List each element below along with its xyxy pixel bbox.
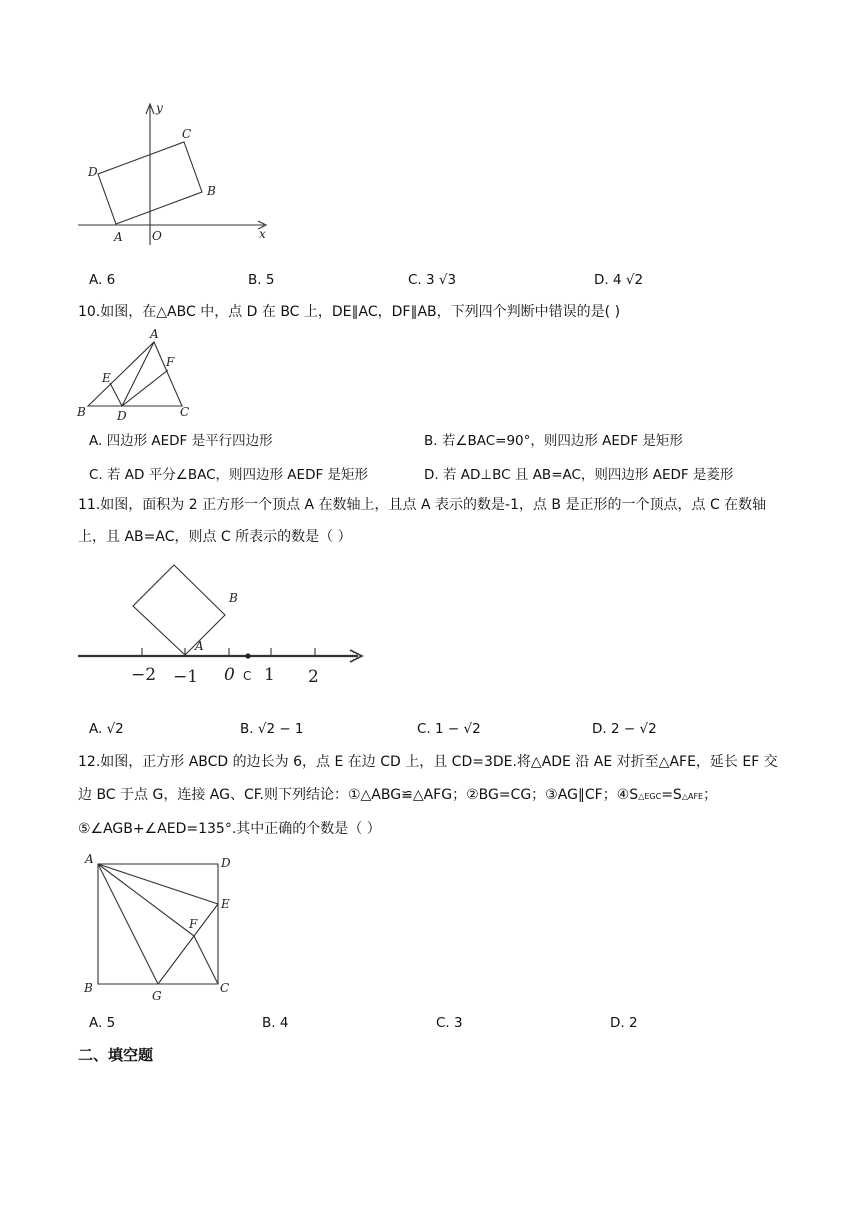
q9-label-B: B — [207, 184, 216, 198]
q12-stem-line2-text: 边 BC 于点 G，连接 AG、CF.则下列结论：①△ABG≌△AFG；②BG=CG；③AG∥CF；④S — [78, 787, 639, 803]
q11-tick-m1: −1 — [173, 667, 199, 687]
q9-label-O: O — [152, 229, 162, 243]
q10-label-B: B — [77, 405, 86, 419]
q11-tick-m2: −2 — [131, 665, 157, 685]
q12-eq: =S — [661, 787, 682, 803]
q12-label-B: B — [84, 981, 93, 995]
q9-option-b[interactable]: B. 5 — [248, 272, 275, 288]
q11-option-a[interactable]: A. √2 — [89, 721, 124, 737]
q10-label-C: C — [180, 405, 190, 419]
q12-stem-line1: 12.如图，正方形 ABCD 的边长为 6，点 E 在边 CD 上，且 CD=3DE.将△ADE 沿 AE 对折至△AFE，延长 EF 交 — [78, 754, 778, 770]
q12-stem-line3: ⑤∠AGB+∠AED=135°.其中正确的个数是（ ） — [78, 821, 381, 837]
q10-label-F: F — [166, 355, 175, 369]
q10-label-A: A — [150, 327, 159, 341]
q12-sub-afe: △AFE — [681, 792, 704, 801]
q12-option-d[interactable]: D. 2 — [610, 1015, 638, 1031]
q11-tick-0: 0 — [224, 665, 235, 685]
q12-stem-line2 — [78, 779, 788, 813]
q11-label-B: B — [229, 591, 238, 605]
q12-semicolon: ； — [703, 787, 718, 803]
q10-option-c[interactable]: C. 若 AD 平分∠BAC，则四边形 AEDF 是矩形 — [89, 467, 369, 483]
q12-option-c[interactable]: C. 3 — [436, 1015, 463, 1031]
q10-option-a[interactable]: A. 四边形 AEDF 是平行四边形 — [89, 433, 273, 449]
q12-label-G: G — [152, 989, 162, 1003]
q12-label-A: A — [85, 852, 94, 866]
q11-label-A: A — [195, 639, 204, 653]
q12-option-b[interactable]: B. 4 — [262, 1015, 289, 1031]
q12-sub-egc: △EGC — [638, 792, 662, 801]
section-title: 二、填空题 — [78, 1046, 154, 1064]
q11-tick-1: 1 — [264, 665, 275, 685]
q9-label-D: D — [88, 165, 98, 179]
q9-label-x: x — [259, 227, 266, 241]
q9-label-C: C — [182, 127, 192, 141]
q11-label-C: C — [243, 669, 252, 683]
q12-label-C: C — [220, 981, 230, 995]
q9-option-d[interactable]: D. 4 √2 — [594, 272, 644, 288]
q11-tick-2: 2 — [308, 667, 319, 687]
q12-label-D: D — [221, 856, 231, 870]
q10-option-b[interactable]: B. 若∠BAC=90°，则四边形 AEDF 是矩形 — [424, 433, 683, 449]
q12-option-a[interactable]: A. 5 — [89, 1015, 116, 1031]
q9-option-c[interactable]: C. 3 √3 — [408, 272, 457, 288]
q10-option-d[interactable]: D. 若 AD⊥BC 且 AB=AC，则四边形 AEDF 是菱形 — [424, 467, 734, 483]
q12-figure — [74, 848, 244, 1008]
q9-option-a[interactable]: A. 6 — [89, 272, 116, 288]
q11-option-c[interactable]: C. 1 − √2 — [417, 721, 481, 737]
q9-label-y: y — [156, 101, 163, 115]
q11-option-d[interactable]: D. 2 − √2 — [592, 721, 657, 737]
q10-label-D: D — [117, 409, 127, 423]
q10-stem: 10.如图，在△ABC 中，点 D 在 BC 上，DE∥AC，DF∥AB，下列四个判断中错误的是( ) — [78, 304, 621, 320]
q12-label-E: E — [221, 897, 230, 911]
q9-label-A: A — [114, 230, 123, 244]
q12-label-F: F — [189, 917, 198, 931]
q11-option-b[interactable]: B. √2 − 1 — [240, 721, 304, 737]
q10-label-E: E — [102, 371, 111, 385]
q10-figure — [74, 328, 204, 423]
q9-figure — [74, 100, 274, 250]
q11-stem: 11.如图，面积为 2 正方形一个顶点 A 在数轴上，且点 A 表示的数是-1，点 B 是正形的一个顶点，点 C 在数轴上，且 AB=AC，则点 C 所表示的数是（ ） — [78, 497, 767, 545]
q11-figure — [74, 560, 374, 690]
